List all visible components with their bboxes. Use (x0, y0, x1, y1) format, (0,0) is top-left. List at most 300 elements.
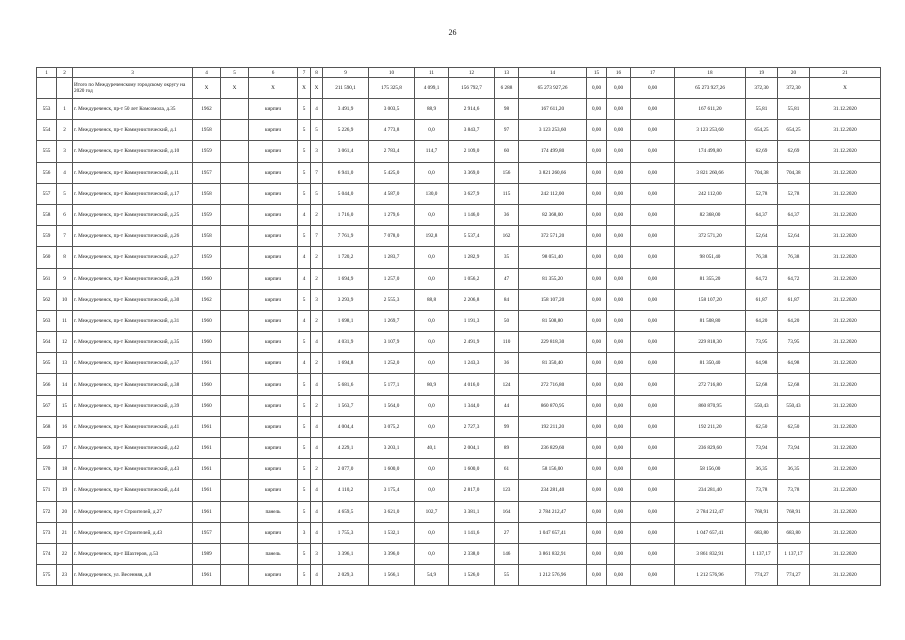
fund-cell: 0,00 (607, 395, 631, 416)
date-cell: 31.12.2020 (810, 162, 881, 183)
area-res-cell: 2 817,0 (449, 480, 495, 501)
area-res-cell: 2 338,0 (449, 543, 495, 564)
column-number: 7 (298, 68, 311, 78)
row-number: 555 (37, 141, 57, 162)
cost-total-cell: 167 611,20 (675, 99, 746, 120)
column-number: 14 (519, 68, 587, 78)
fund-cell: 0,00 (607, 522, 631, 543)
table-row (37, 289, 881, 310)
fund-cell: 0,00 (587, 310, 607, 331)
date-cell: 31.12.2020 (810, 501, 881, 522)
cost-cell: 58 156,00 (519, 459, 587, 480)
floors-cell: 5 (298, 395, 311, 416)
year-cell: 1960 (193, 268, 221, 289)
date-cell: 31.12.2020 (810, 353, 881, 374)
housing-table (36, 67, 881, 586)
area-nonres-cell: 0,0 (415, 522, 449, 543)
floors-cell: 4 (298, 204, 311, 225)
item-index: 8 (57, 247, 73, 268)
residents-cell: 36 (495, 204, 519, 225)
area-total-cell: 4 031,9 (323, 332, 369, 353)
total-cell: 0,00 (587, 78, 607, 99)
residents-cell: 156 (495, 162, 519, 183)
area-nonres-cell: 80,9 (415, 374, 449, 395)
cost-cell: 98 051,40 (519, 247, 587, 268)
fund-cell: 0,00 (587, 332, 607, 353)
entrances-cell: 5 (311, 183, 323, 204)
year-cell: 1958 (193, 183, 221, 204)
fund-cell: 0,00 (607, 332, 631, 353)
cost-cell: 158 107,20 (519, 289, 587, 310)
entrances-cell: 2 (311, 395, 323, 416)
unit-cost-limit-cell: 64,98 (778, 353, 810, 374)
address-cell: г. Междуреченск, пр-т Коммунистический, д.10 (73, 141, 193, 162)
cost-total-cell: 58 156,00 (675, 459, 746, 480)
item-index: 2 (57, 120, 73, 141)
material-cell: кирпич (249, 459, 298, 480)
fund-cell: 0,00 (607, 120, 631, 141)
total-cell: X (221, 78, 249, 99)
area-res-cell: 5 537,4 (449, 226, 495, 247)
address-cell: г. Междуреченск, пр-т 50 лет Комсомола, д.35 (73, 99, 193, 120)
empty-cell (221, 353, 249, 374)
unit-cost-cell: 36,35 (746, 459, 778, 480)
entrances-cell: 7 (311, 226, 323, 247)
cost-cell: 1 212 576,96 (519, 565, 587, 586)
fund-cell: 0,00 (607, 416, 631, 437)
date-cell: 31.12.2020 (810, 480, 881, 501)
area-total-cell: 3 293,9 (323, 289, 369, 310)
entrances-cell: 2 (311, 353, 323, 374)
table-row (37, 332, 881, 353)
area-nonres-cell: 192,8 (415, 226, 449, 247)
item-index: 9 (57, 268, 73, 289)
area-nonres-cell: 0,0 (415, 480, 449, 501)
cost-total-cell: 1 212 576,96 (675, 565, 746, 586)
unit-cost-cell: 1 137,17 (746, 543, 778, 564)
fund-cell: 0,00 (607, 480, 631, 501)
fund-cell: 0,00 (631, 332, 675, 353)
cost-cell: 167 611,20 (519, 99, 587, 120)
area-nonres-cell: 0,0 (415, 268, 449, 289)
address-cell: г. Междуреченск, пр-т Коммунистический, д.11 (73, 162, 193, 183)
fund-cell: 0,00 (631, 268, 675, 289)
area-res-cell: 1 526,0 (449, 565, 495, 586)
row-number: 568 (37, 416, 57, 437)
residents-cell: 99 (495, 416, 519, 437)
cost-cell: 81 355,20 (519, 268, 587, 289)
area-total-cell: 4 659,5 (323, 501, 369, 522)
fund-cell: 0,00 (631, 480, 675, 501)
address-cell: г. Междуреченск, пр-т Коммунистический, д.42 (73, 438, 193, 459)
floors-cell: 5 (298, 543, 311, 564)
cost-total-cell: 81 350,40 (675, 353, 746, 374)
entrances-cell: 2 (311, 247, 323, 268)
unit-cost-cell: 704,38 (746, 162, 778, 183)
total-cell: 6 288 (495, 78, 519, 99)
fund-cell: 0,00 (587, 268, 607, 289)
empty-cell (221, 416, 249, 437)
unit-cost-limit-cell: 1 137,17 (778, 543, 810, 564)
residents-cell: 115 (495, 183, 519, 204)
unit-cost-cell: 774,27 (746, 565, 778, 586)
fund-cell: 0,00 (631, 247, 675, 268)
address-cell: г. Междуреченск, пр-т Коммунистический, д.1 (73, 120, 193, 141)
fund-cell: 0,00 (631, 120, 675, 141)
cost-cell: 81 508,80 (519, 310, 587, 331)
area-total-cell: 1 694,8 (323, 353, 369, 374)
cost-cell: 234 281,40 (519, 480, 587, 501)
date-cell: 31.12.2020 (810, 141, 881, 162)
date-cell: 31.12.2020 (810, 183, 881, 204)
unit-cost-limit-cell: 64,37 (778, 204, 810, 225)
fund-cell: 0,00 (587, 247, 607, 268)
unit-cost-cell: 64,20 (746, 310, 778, 331)
date-cell: 31.12.2020 (810, 310, 881, 331)
total-cell: 156 792,7 (449, 78, 495, 99)
fund-cell: 0,00 (631, 353, 675, 374)
empty-cell (221, 438, 249, 459)
area-nonres-cell: 0,0 (415, 162, 449, 183)
year-cell: 1958 (193, 226, 221, 247)
fund-cell: 0,00 (631, 374, 675, 395)
table-row (37, 374, 881, 395)
column-number: 2 (57, 68, 73, 78)
fund-cell: 0,00 (607, 268, 631, 289)
area-res-cell: 2 004,1 (449, 438, 495, 459)
area-res-cell: 1 146,0 (449, 204, 495, 225)
row-number: 571 (37, 480, 57, 501)
year-cell: 1961 (193, 501, 221, 522)
table-row (37, 353, 881, 374)
residents-cell: 60 (495, 141, 519, 162)
unit-cost-cell: 654,25 (746, 120, 778, 141)
date-cell: 31.12.2020 (810, 565, 881, 586)
year-cell: 1957 (193, 522, 221, 543)
unit-cost-limit-cell: 550,43 (778, 395, 810, 416)
total-cell: 0,00 (631, 78, 675, 99)
material-cell: панель (249, 543, 298, 564)
column-number: 15 (587, 68, 607, 78)
item-index: 16 (57, 416, 73, 437)
fund-cell: 0,00 (631, 310, 675, 331)
item-index: 13 (57, 353, 73, 374)
residents-cell: 98 (495, 99, 519, 120)
cost-cell: 3 861 832,91 (519, 543, 587, 564)
unit-cost-limit-cell: 76,38 (778, 247, 810, 268)
residents-cell: 44 (495, 395, 519, 416)
fund-cell: 0,00 (631, 226, 675, 247)
cost-total-cell: 3 861 832,91 (675, 543, 746, 564)
entrances-cell: 4 (311, 374, 323, 395)
table-row (37, 99, 881, 120)
fund-cell: 0,00 (607, 247, 631, 268)
area-total-cell: 2 029,3 (323, 565, 369, 586)
empty-cell (221, 268, 249, 289)
fund-cell: 0,00 (607, 543, 631, 564)
cost-cell: 192 211,20 (519, 416, 587, 437)
total-cell: X (810, 78, 881, 99)
area-nonres-cell: 0,0 (415, 204, 449, 225)
unit-cost-limit-cell: 73,78 (778, 480, 810, 501)
year-cell: 1960 (193, 374, 221, 395)
total-label: Итого по Междуреченскому городскому округу на 2020 год (73, 78, 193, 99)
unit-cost-limit-cell: 52,64 (778, 226, 810, 247)
cost-total-cell: 242 112,00 (675, 183, 746, 204)
unit-cost-cell: 52,64 (746, 226, 778, 247)
area-cell: 1 564,0 (369, 395, 415, 416)
fund-cell: 0,00 (587, 162, 607, 183)
fund-cell: 0,00 (587, 183, 607, 204)
unit-cost-limit-cell: 61,87 (778, 289, 810, 310)
entrances-cell: 7 (311, 162, 323, 183)
total-cell: 0,00 (607, 78, 631, 99)
residents-cell: 84 (495, 289, 519, 310)
fund-cell: 0,00 (607, 438, 631, 459)
cost-cell: 174 499,80 (519, 141, 587, 162)
cost-total-cell: 174 499,80 (675, 141, 746, 162)
residents-cell: 35 (495, 247, 519, 268)
unit-cost-limit-cell: 774,27 (778, 565, 810, 586)
address-cell: г. Междуреченск, пр-т Строителей, д.27 (73, 501, 193, 522)
address-cell: г. Междуреченск, пр-т Шахтеров, д.53 (73, 543, 193, 564)
empty-cell (221, 501, 249, 522)
area-nonres-cell: 0,0 (415, 543, 449, 564)
date-cell: 31.12.2020 (810, 543, 881, 564)
year-cell: 1957 (193, 162, 221, 183)
area-cell: 1 600,0 (369, 459, 415, 480)
total-cell: X (311, 78, 323, 99)
table-row (37, 522, 881, 543)
column-number: 19 (746, 68, 778, 78)
fund-cell: 0,00 (607, 99, 631, 120)
area-cell: 3 175,4 (369, 480, 415, 501)
fund-cell: 0,00 (587, 374, 607, 395)
table-body (37, 68, 881, 586)
area-cell: 3 075,2 (369, 416, 415, 437)
table-row (37, 141, 881, 162)
total-cell: 175 325,8 (369, 78, 415, 99)
material-cell: кирпич (249, 99, 298, 120)
year-cell: 1961 (193, 416, 221, 437)
area-res-cell: 2 109,0 (449, 141, 495, 162)
floors-cell: 4 (298, 353, 311, 374)
column-number: 9 (323, 68, 369, 78)
area-total-cell: 4 229,1 (323, 438, 369, 459)
residents-cell: 89 (495, 438, 519, 459)
row-number: 573 (37, 522, 57, 543)
material-cell: кирпич (249, 120, 298, 141)
table-row (37, 459, 881, 480)
cost-cell: 81 350,40 (519, 353, 587, 374)
empty-cell (221, 459, 249, 480)
area-nonres-cell: 0,0 (415, 395, 449, 416)
unit-cost-limit-cell: 64,72 (778, 268, 810, 289)
row-number: 554 (37, 120, 57, 141)
entrances-cell: 3 (311, 141, 323, 162)
entrances-cell: 4 (311, 416, 323, 437)
cost-total-cell: 3 123 253,60 (675, 120, 746, 141)
unit-cost-limit-cell: 62,50 (778, 416, 810, 437)
fund-cell: 0,00 (631, 99, 675, 120)
address-cell: г. Междуреченск, пр-т Коммунистический, д.25 (73, 204, 193, 225)
table-row (37, 395, 881, 416)
residents-cell: 124 (495, 374, 519, 395)
table-row (37, 416, 881, 437)
fund-cell: 0,00 (587, 501, 607, 522)
unit-cost-limit-cell: 64,20 (778, 310, 810, 331)
unit-cost-cell: 62,50 (746, 416, 778, 437)
year-cell: 1962 (193, 99, 221, 120)
date-cell: 31.12.2020 (810, 374, 881, 395)
material-cell: кирпич (249, 565, 298, 586)
fund-cell: 0,00 (631, 416, 675, 437)
unit-cost-cell: 52,78 (746, 183, 778, 204)
cost-total-cell: 82 368,00 (675, 204, 746, 225)
row-number: 567 (37, 395, 57, 416)
date-cell: 31.12.2020 (810, 226, 881, 247)
area-total-cell: 3 396,1 (323, 543, 369, 564)
unit-cost-cell: 62,69 (746, 141, 778, 162)
area-nonres-cell: 0,0 (415, 120, 449, 141)
row-number: 574 (37, 543, 57, 564)
item-index: 17 (57, 438, 73, 459)
residents-cell: 50 (495, 310, 519, 331)
fund-cell: 0,00 (587, 416, 607, 437)
item-index: 18 (57, 459, 73, 480)
area-cell: 1 252,0 (369, 353, 415, 374)
empty-cell (221, 522, 249, 543)
item-index: 15 (57, 395, 73, 416)
total-cell: 372,30 (746, 78, 778, 99)
column-number: 1 (37, 68, 57, 78)
fund-cell: 0,00 (607, 289, 631, 310)
fund-cell: 0,00 (607, 183, 631, 204)
area-cell: 2 555,3 (369, 289, 415, 310)
empty-cell (221, 565, 249, 586)
row-number: 564 (37, 332, 57, 353)
area-nonres-cell: 114,7 (415, 141, 449, 162)
cost-total-cell: 192 211,20 (675, 416, 746, 437)
total-cell: 65 273 927,26 (519, 78, 587, 99)
empty-cell (221, 162, 249, 183)
table-row (37, 268, 881, 289)
area-cell: 3 107,9 (369, 332, 415, 353)
fund-cell: 0,00 (587, 522, 607, 543)
entrances-cell: 4 (311, 480, 323, 501)
empty-cell (221, 289, 249, 310)
column-number: 16 (607, 68, 631, 78)
area-total-cell: 3 491,9 (323, 99, 369, 120)
fund-cell: 0,00 (587, 565, 607, 586)
unit-cost-cell: 64,37 (746, 204, 778, 225)
area-res-cell: 1 344,0 (449, 395, 495, 416)
column-number: 13 (495, 68, 519, 78)
year-cell: 1961 (193, 480, 221, 501)
area-res-cell: 2 491,9 (449, 332, 495, 353)
cost-total-cell: 81 355,20 (675, 268, 746, 289)
item-index: 10 (57, 289, 73, 310)
unit-cost-limit-cell: 683,80 (778, 522, 810, 543)
unit-cost-cell: 550,43 (746, 395, 778, 416)
material-cell: кирпич (249, 141, 298, 162)
residents-cell: 61 (495, 459, 519, 480)
area-cell: 3 396,0 (369, 543, 415, 564)
fund-cell: 0,00 (587, 289, 607, 310)
unit-cost-cell: 73,94 (746, 438, 778, 459)
address-cell: г. Междуреченск, пр-т Строителей, д.43 (73, 522, 193, 543)
column-number: 17 (631, 68, 675, 78)
table-row (37, 480, 881, 501)
date-cell: 31.12.2020 (810, 332, 881, 353)
fund-cell: 0,00 (631, 565, 675, 586)
item-index: 11 (57, 310, 73, 331)
unit-cost-limit-cell: 55,81 (778, 99, 810, 120)
column-number: 21 (810, 68, 881, 78)
item-index: 21 (57, 522, 73, 543)
year-cell: 1959 (193, 141, 221, 162)
item-index: 1 (57, 99, 73, 120)
row-number: 565 (37, 353, 57, 374)
table-row (37, 438, 881, 459)
floors-cell: 4 (298, 310, 311, 331)
fund-cell: 0,00 (631, 543, 675, 564)
area-total-cell: 1 716,0 (323, 204, 369, 225)
area-res-cell: 3 381,1 (449, 501, 495, 522)
cost-cell: 3 821 260,66 (519, 162, 587, 183)
total-cell: X (193, 78, 221, 99)
material-cell: кирпич (249, 416, 298, 437)
column-number: 6 (249, 68, 298, 78)
fund-cell: 0,00 (587, 204, 607, 225)
address-cell: г. Междуреченск, ул. Весенняя, д.8 (73, 565, 193, 586)
year-cell: 1989 (193, 543, 221, 564)
fund-cell: 0,00 (587, 480, 607, 501)
address-cell: г. Междуреченск, пр-т Коммунистический, д.29 (73, 268, 193, 289)
area-total-cell: 1 563,7 (323, 395, 369, 416)
cost-cell: 236 829,60 (519, 438, 587, 459)
item-index: 20 (57, 501, 73, 522)
year-cell: 1959 (193, 204, 221, 225)
row-number: 563 (37, 310, 57, 331)
year-cell: 1960 (193, 395, 221, 416)
area-res-cell: 2 727,3 (449, 416, 495, 437)
unit-cost-limit-cell: 704,38 (778, 162, 810, 183)
area-res-cell: 1 141,6 (449, 522, 495, 543)
item-index: 5 (57, 183, 73, 204)
area-cell: 5 177,1 (369, 374, 415, 395)
row-number: 553 (37, 99, 57, 120)
area-cell: 3 003,5 (369, 99, 415, 120)
total-cell: 372,30 (778, 78, 810, 99)
unit-cost-limit-cell: 73,94 (778, 438, 810, 459)
cost-cell: 272 716,80 (519, 374, 587, 395)
address-cell: г. Междуреченск, пр-т Коммунистический, д.27 (73, 247, 193, 268)
total-cell (37, 78, 57, 99)
floors-cell: 5 (298, 438, 311, 459)
residents-cell: 164 (495, 501, 519, 522)
empty-cell (221, 204, 249, 225)
empty-cell (221, 543, 249, 564)
area-total-cell: 6 941,0 (323, 162, 369, 183)
area-cell: 2 783,4 (369, 141, 415, 162)
material-cell: кирпич (249, 226, 298, 247)
table-row (37, 543, 881, 564)
row-number: 572 (37, 501, 57, 522)
cost-total-cell: 81 508,80 (675, 310, 746, 331)
year-cell: 1960 (193, 310, 221, 331)
year-cell: 1960 (193, 332, 221, 353)
